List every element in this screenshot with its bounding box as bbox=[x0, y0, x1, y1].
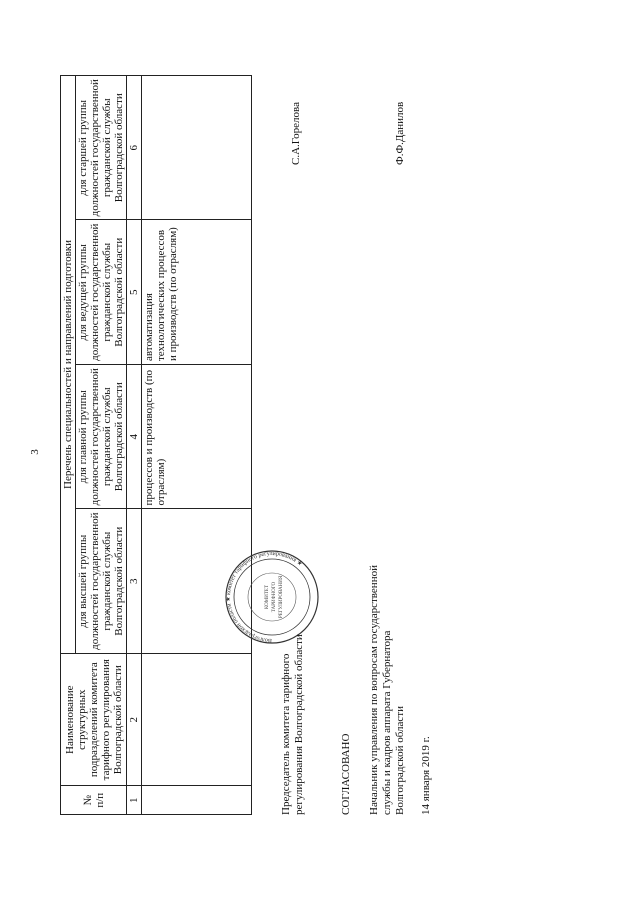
svg-text:РЕГУЛИРОВАНИЯ: РЕГУЛИРОВАНИЯ bbox=[279, 575, 284, 619]
row-name bbox=[142, 653, 252, 786]
header-senior: для старшей группы должностей государственной гражданской службы Волгоградской области bbox=[76, 76, 127, 220]
header-leading: для ведущей группы должностей государственной гражданской службы Волгоградской области bbox=[76, 220, 127, 365]
signature-position: Председатель комитета тарифного регулирования Волгоградской области bbox=[280, 634, 305, 815]
svg-text:Волгоградской области ★ комите: Волгоградской области ★ комитет тарифного регулирования ★ bbox=[225, 550, 304, 644]
approval-name: Ф.Ф.Данилов bbox=[394, 101, 406, 165]
column-number-2: 2 bbox=[127, 653, 142, 786]
svg-text:КОМИТЕТ: КОМИТЕТ bbox=[265, 584, 270, 610]
column-number-1: 1 bbox=[127, 786, 142, 815]
row-senior bbox=[142, 76, 252, 220]
signature-name: С.А.Горелова bbox=[290, 102, 302, 165]
header-highest: для высшей группы должностей государственной гражданской службы Волгоградской области bbox=[76, 509, 127, 653]
header-group: Перечень специальностей и направлений подготовки bbox=[61, 76, 76, 654]
header-name: Наименование структурных подразделений комитета тарифного регулирования Волгоградской области bbox=[61, 653, 127, 786]
column-number-3: 3 bbox=[127, 509, 142, 653]
page-number: 3 bbox=[28, 449, 41, 455]
row-num bbox=[142, 786, 252, 815]
specialties-table bbox=[60, 75, 252, 815]
approval-date: 14 января 2019 г. bbox=[420, 736, 432, 815]
approval-position: Начальник управления по вопросам государственной службы и кадров аппарата Губернатора Волгоградской области bbox=[368, 565, 406, 815]
column-number-6: 6 bbox=[127, 76, 142, 220]
row-leading: автоматизация технологических процессов и производств (по отраслям) bbox=[142, 220, 252, 365]
column-number-5: 5 bbox=[127, 220, 142, 365]
header-main: для главной группы должностей государственной гражданской службы Волгоградской области bbox=[76, 365, 127, 509]
row-main: процессов и производств (по отраслям) bbox=[142, 365, 252, 509]
svg-text:ТАРИФНОГО: ТАРИФНОГО bbox=[272, 581, 277, 613]
column-number-4: 4 bbox=[127, 365, 142, 509]
official-seal-icon bbox=[222, 547, 322, 647]
header-num: № п/п bbox=[61, 786, 127, 815]
approval-label: СОГЛАСОВАНО bbox=[340, 733, 352, 815]
